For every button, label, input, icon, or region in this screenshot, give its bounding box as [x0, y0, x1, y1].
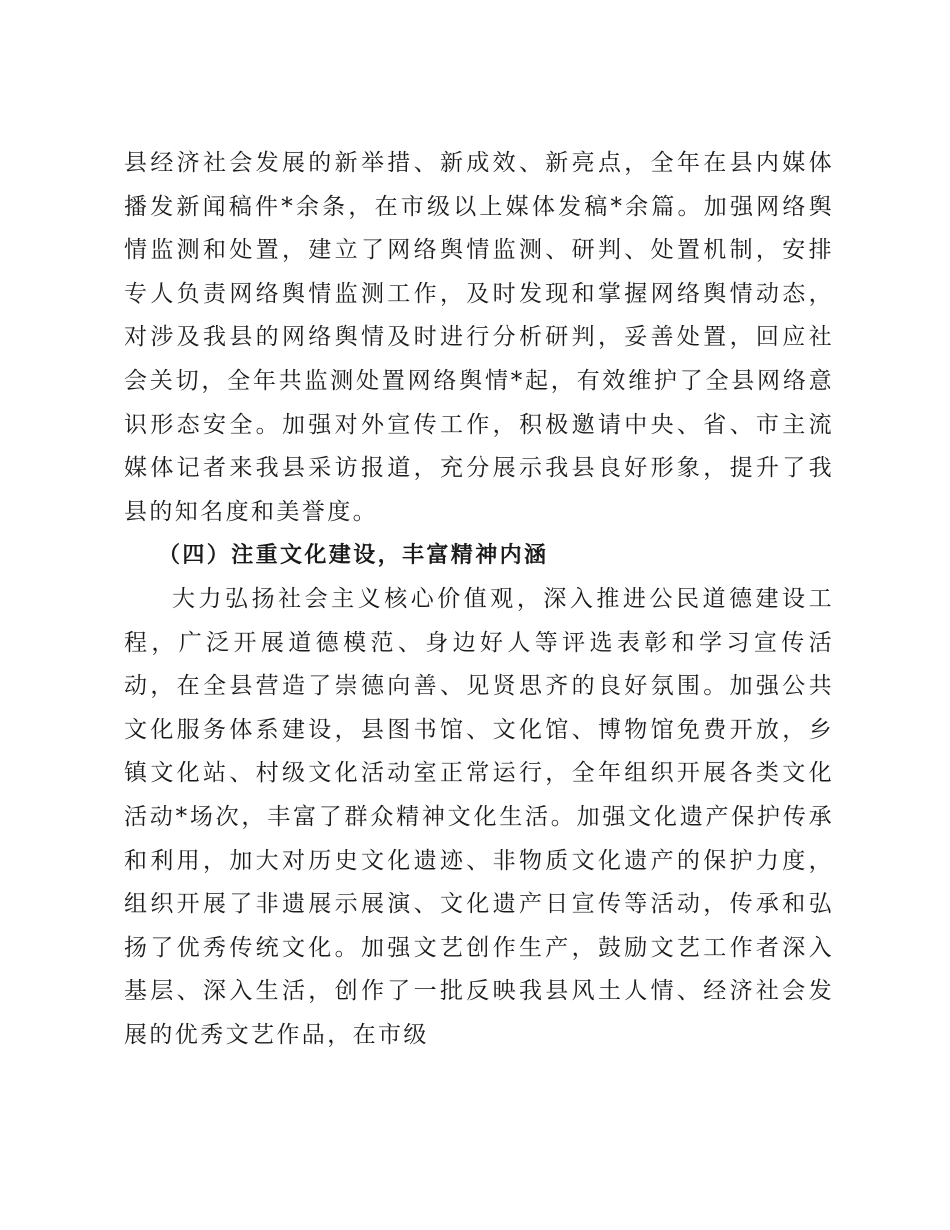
body-paragraph: 大力弘扬社会主义核心价值观，深入推进公民道德建设工程，广泛开展道德模范、身边好人等评选表彰和学习宣传活动，在全县营造了崇德向善、见贤思齐的良好氛围。加强公共文化服务体系建设，县图书馆、文化馆、博物馆免费开放，乡镇文化站、村级文化活动室正常运行，全年组织开展各类文化活动*场次，丰富了群众精神文化生活。加强文化遗产保护传承和利用，加大对历史文化遗迹、非物质文化遗产的保护力度，组织开展了非遗展示展演、文化遗产日宣传等活动，传承和弘扬了优秀传统文化。加强文艺创作生产，鼓励文艺工作者深入基层、深入生活，创作了一批反映我县风土人情、经济社会发展的优秀文艺作品，在市级: [124, 585, 834, 1048]
section-heading: （四）注重文化建设，丰富精神内涵: [158, 543, 549, 569]
document-page: [124, 142, 834, 1057]
body-paragraph-continued: 县经济社会发展的新举措、新成效、新亮点，全年在县内媒体播发新闻稿件*余条，在市级以上媒体发稿*余篇。加强网络舆情监测和处置，建立了网络舆情监测、研判、处置机制，安排专人负责网络舆情监测工作，及时发现和掌握网络舆情动态，对涉及我县的网络舆情及时进行分析研判，妥善处置，回应社会关切，全年共监测处置网络舆情*起，有效维护了全县网络意识形态安全。加强对外宣传工作，积极邀请中央、省、市主流媒体记者来我县采访报道，充分展示我县良好形象，提升了我县的知名度和美誉度。: [124, 150, 834, 525]
